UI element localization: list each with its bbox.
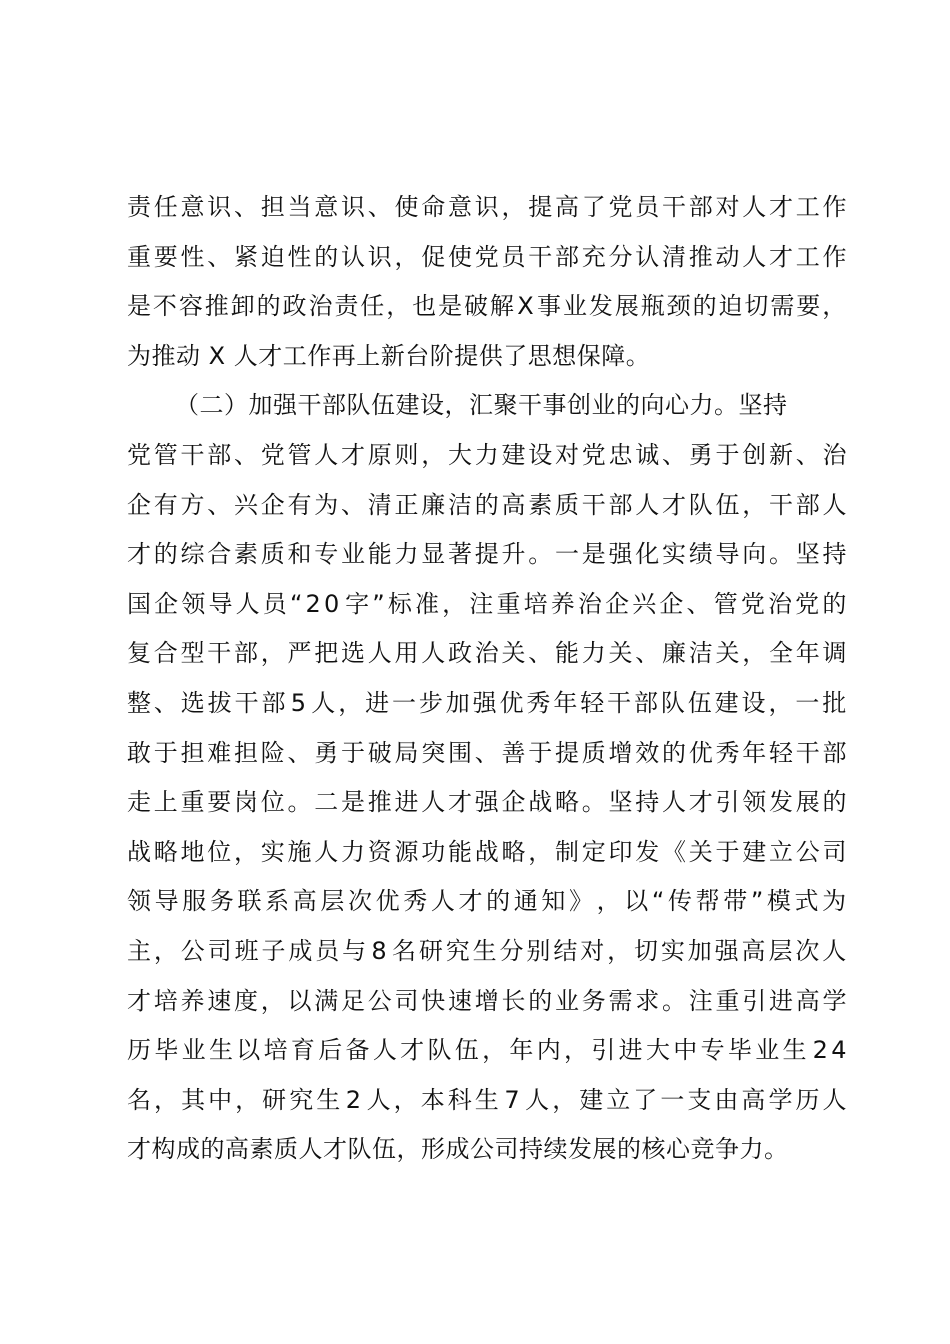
paragraph-line: 整 、 选 拔 干 部 5 人 ， 进 一 步 加 强 优 秀 年 轻 干 部 队 伍 建 设 ， 一 批: [127, 688, 847, 717]
paragraph-line: 走 上 重 要 岗 位 。 二 是 推 进 人 才 强 企 战 略 。 坚 持 人 才 引 领 发 展 的: [127, 788, 847, 817]
paragraph-line: 才构成的高素质人才队伍，形成公司持续发展的核心竞争力。: [127, 1135, 789, 1164]
paragraph-line: 历 毕 业 生 以 培 育 后 备 人 才 队 伍 ， 年 内 ， 引 进 大 中 专 毕 业 生 2 4: [127, 1036, 847, 1065]
paragraph-line: 国 企 领 导 人 员 “ 2 0 字 ” 标 准 ， 注 重 培 养 治 企 兴 企 、 管 党 治 党 的: [127, 589, 847, 618]
paragraph-line: 主 ， 公 司 班 子 成 员 与 8 名 研 究 生 分 别 结 对 ， 切 实 加 强 高 层 次 人: [127, 936, 847, 965]
paragraph-line: 重 要 性 、 紧 迫 性 的 认 识 ， 促 使 党 员 干 部 充 分 认 清 推 动 人 才 工 作: [127, 242, 847, 271]
paragraph-line: 才 培 养 速 度 ， 以 满 足 公 司 快 速 增 长 的 业 务 需 求 。 注 重 引 进 高 学: [127, 986, 847, 1015]
paragraph-line: 企 有 方 、 兴 企 有 为 、 清 正 廉 洁 的 高 素 质 干 部 人 才 队 伍 ， 干 部 人: [127, 490, 847, 519]
paragraph-line: 敢 于 担 难 担 险 、 勇 于 破 局 突 围 、 善 于 提 质 增 效 的 优 秀 年 轻 干 部: [127, 738, 847, 767]
paragraph-line: 才 的 综 合 素 质 和 专 业 能 力 显 著 提 升 。 一 是 强 化 实 绩 导 向 。 坚 持: [127, 540, 847, 569]
paragraph-line: 是 不 容 推 卸 的 政 治 责 任 ， 也 是 破 解 X 事 业 发 展 瓶 颈 的 迫 切 需 要 ，: [127, 292, 847, 321]
paragraph-line: 为推动 X 人才工作再上新台阶提供了思想保障。: [127, 341, 651, 370]
paragraph-line: 战 略 地 位 ， 实 施 人 力 资 源 功 能 战 略 ， 制 定 印 发 《 关 于 建 立 公 司: [127, 837, 847, 866]
section-heading-line: （二）加强干部队伍建设，汇聚干事创业的向心力。坚持: [175, 391, 788, 420]
paragraph-line: 责 任 意 识 、 担 当 意 识 、 使 命 意 识 ， 提 高 了 党 员 干 部 对 人 才 工 作: [127, 193, 847, 221]
paragraph-line: 领 导 服 务 联 系 高 层 次 优 秀 人 才 的 通 知 》 ， 以 “ 传 帮 带 ” 模 式 为: [127, 887, 847, 916]
paragraph-line: 名 ， 其 中 ， 研 究 生 2 人 ， 本 科 生 7 人 ， 建 立 了 一 支 由 高 学 历 人: [127, 1085, 847, 1114]
paragraph-line: 复 合 型 干 部 ， 严 把 选 人 用 人 政 治 关 、 能 力 关 、 廉 洁 关 ， 全 年 调: [127, 639, 847, 668]
body-text: [127, 183, 847, 1175]
paragraph-line: 党 管 干 部 、 党 管 人 才 原 则 ， 大 力 建 设 对 党 忠 诚 、 勇 于 创 新 、 治: [127, 440, 847, 469]
